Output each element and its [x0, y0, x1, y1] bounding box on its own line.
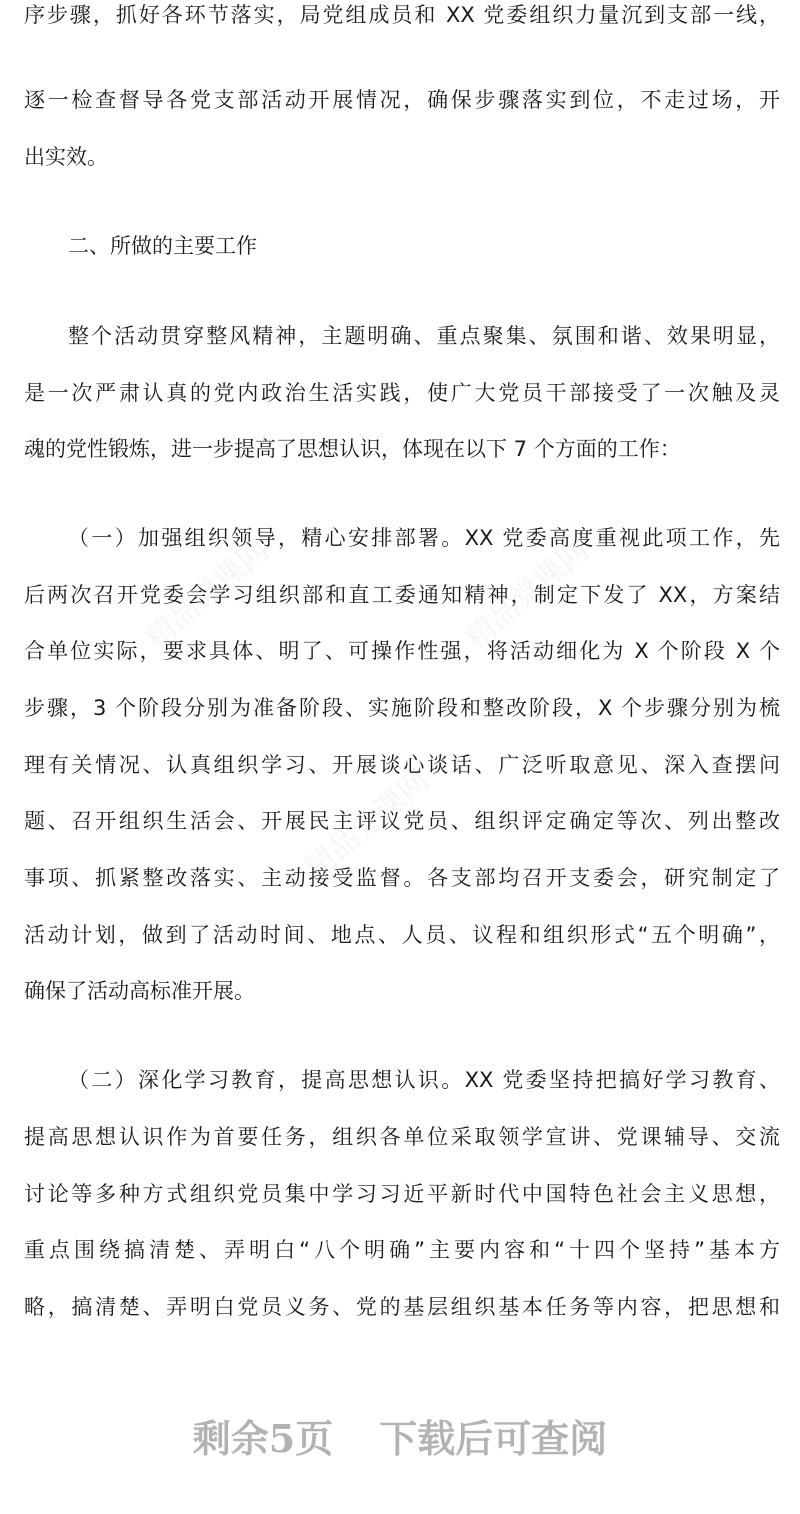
body-text-line: 合单位实际，要求具体、明了、可操作性强，将活动细化为 X 个阶段 X 个: [24, 639, 780, 663]
body-text-line: 略，搞清楚、弄明白党员义务、党的基层组织基本任务等内容，把思想和: [24, 1295, 780, 1319]
remaining-pages-label: 剩余5页: [192, 1416, 334, 1461]
body-text-line: 理有关情况、认真组织学习、开展谈心谈话、广泛听取意见、深入查摆问: [24, 753, 780, 777]
watermark-text: 精品党课网: [138, 533, 276, 657]
download-prompt[interactable]: [0, 1416, 800, 1462]
body-text-line: 整个活动贯穿整风精神，主题明确、重点聚集、氛围和谐、效果明显，: [68, 324, 780, 348]
body-text-line: 后两次召开党委会学习组织部和直工委通知精神，制定下发了 XX，方案结: [24, 583, 780, 607]
body-text-line: 步骤，3 个阶段分别为准备阶段、实施阶段和整改阶段，X 个步骤分别为梳: [24, 696, 780, 720]
body-text-line: 提高思想认识作为首要任务，组织各单位采取领学宣讲、党课辅导、交流: [24, 1125, 780, 1149]
body-text-line: 逐一检查督导各党支部活动开展情况，确保步骤落实到位，不走过场，开: [24, 88, 780, 112]
subsection-heading-line: （一）加强组织领导，精心安排部署。XX 党委高度重视此项工作，先: [68, 526, 780, 550]
download-to-view-label: 下载后可查阅: [379, 1416, 608, 1461]
subsection-heading-line: （二）深化学习教育，提高思想认识。XX 党委坚持把搞好学习教育、: [68, 1068, 780, 1092]
body-text-line: 题、召开组织生活会、开展民主评议党员、组织评定确定等次、列出整改: [24, 809, 780, 833]
body-text-line: 出实效。: [24, 145, 108, 169]
body-text-line: 是一次严肃认真的党内政治生活实践，使广大党员干部接受了一次触及灵: [24, 381, 780, 405]
section-heading: 二、所做的主要工作: [68, 234, 257, 258]
watermark-text: 精品党课网: [458, 533, 596, 657]
body-text-line: 活动计划，做到了活动时间、地点、人员、议程和组织形式“五个明确”，: [24, 923, 780, 947]
body-text-line: 序步骤，抓好各环节落实，局党组成员和 XX 党委组织力量沉到支部一线，: [24, 3, 780, 27]
body-text-line: 讨论等多种方式组织党员集中学习习近平新时代中国特色社会主义思想，: [24, 1182, 780, 1206]
body-text-line: 事项、抓紧整改落实、主动接受监督。各支部均召开支委会，研究制定了: [24, 866, 780, 890]
watermark-text: 精品党课网: [298, 763, 436, 887]
body-text-line: 确保了活动高标准开展。: [24, 979, 255, 1003]
body-text-line: 重点围绕搞清楚、弄明白“八个明确”主要内容和“十四个坚持”基本方: [24, 1238, 780, 1262]
body-text-line: 魂的党性锻炼，进一步提高了思想认识，体现在以下 7 个方面的工作：: [24, 437, 681, 461]
